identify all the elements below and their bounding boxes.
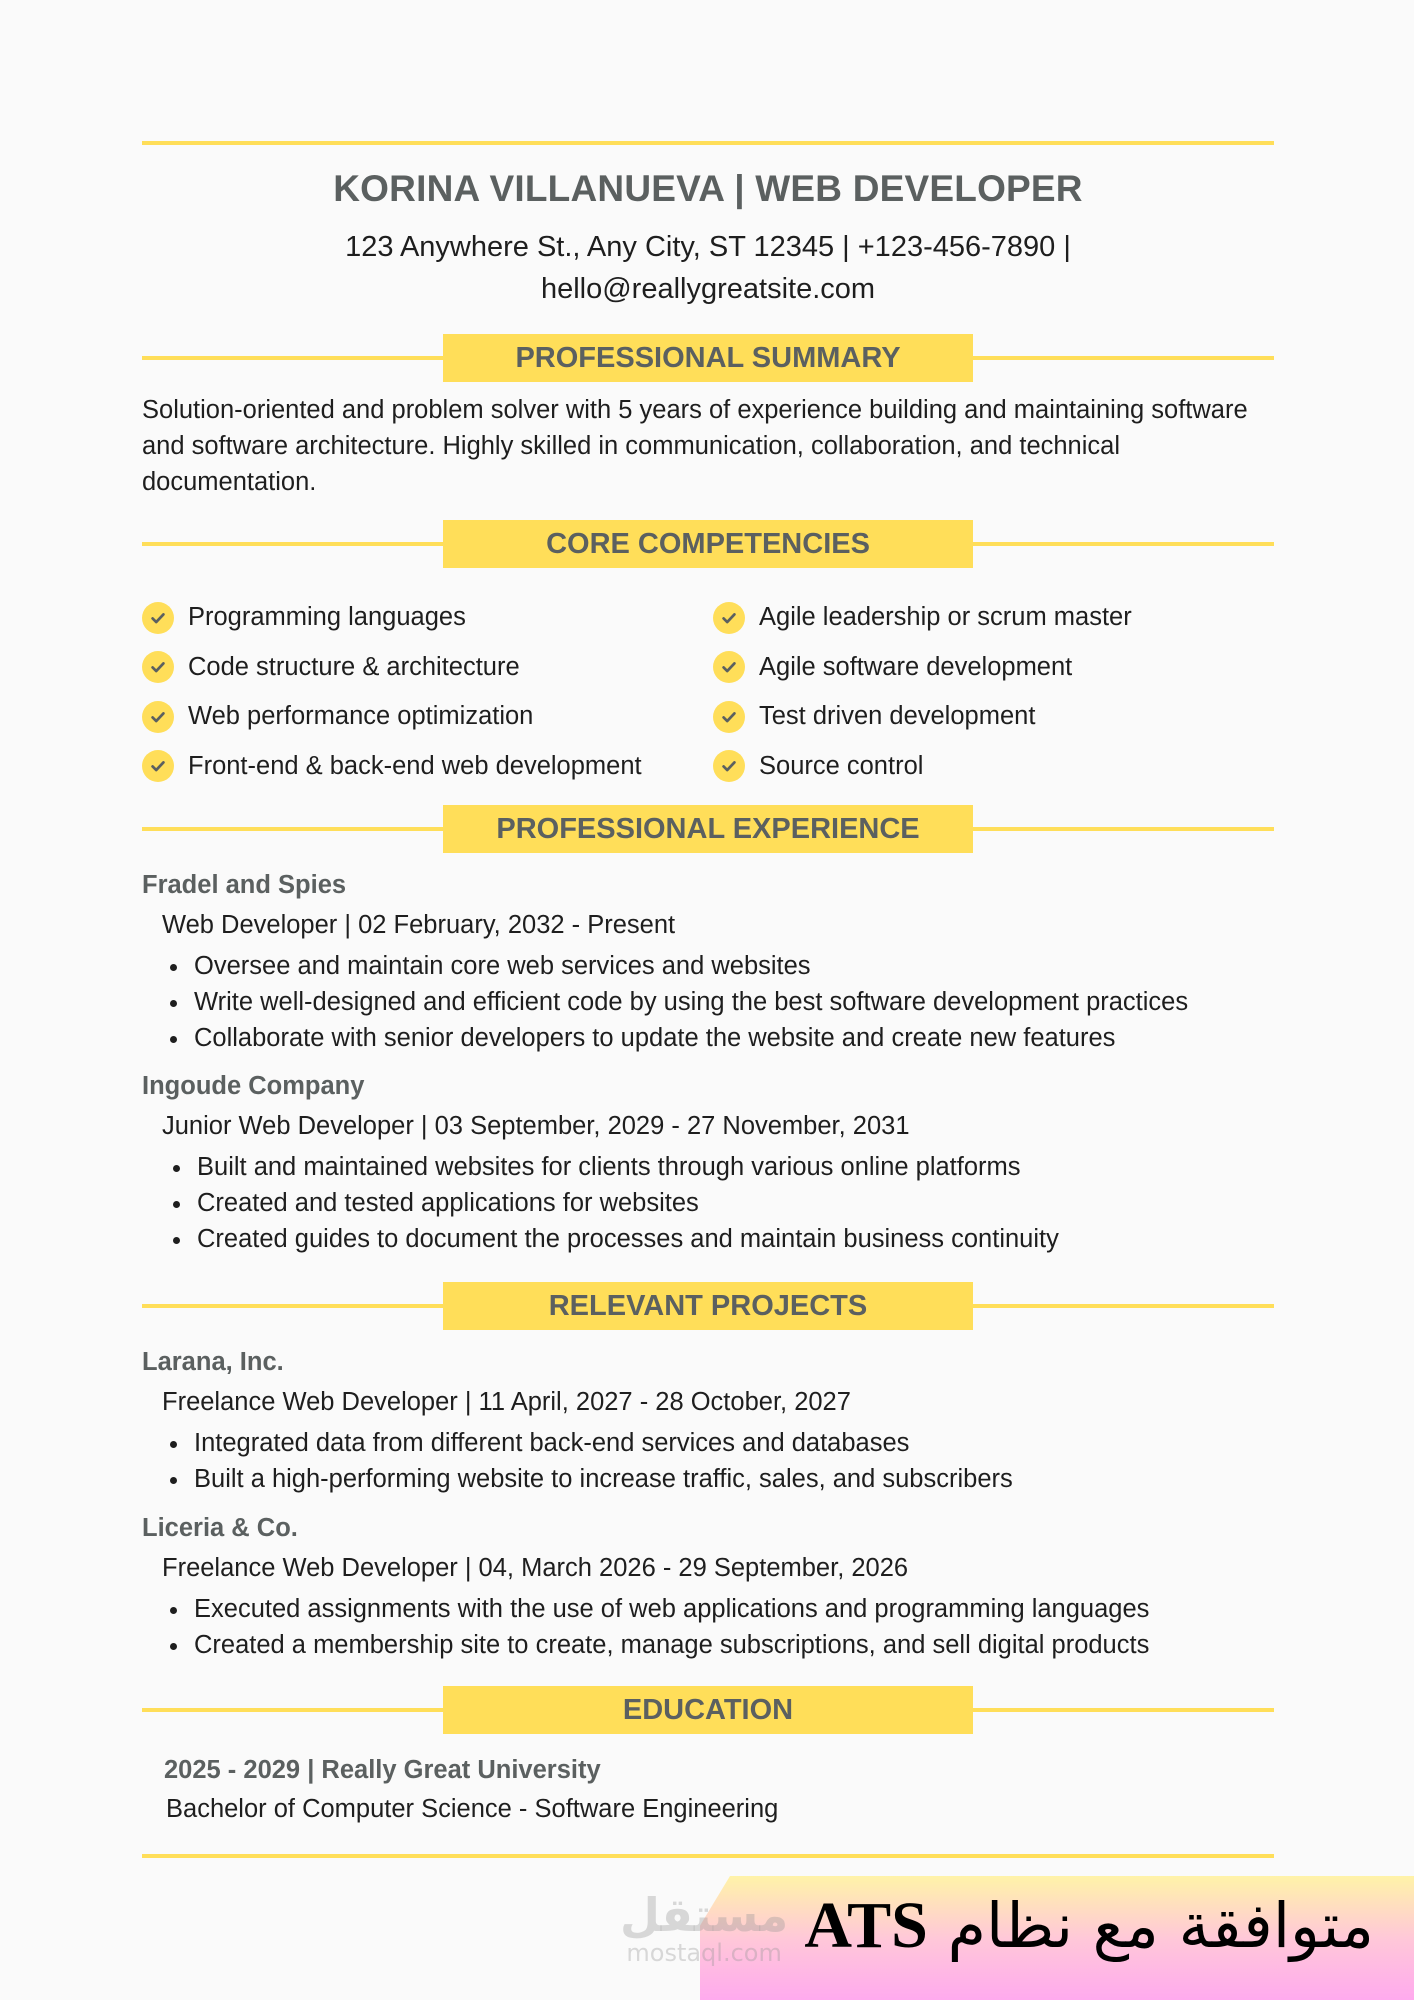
check-icon (142, 701, 174, 733)
competency-item (713, 742, 1132, 792)
bullet-item: Oversee and maintain core web services and websites (164, 948, 1188, 984)
check-icon (142, 651, 174, 683)
competencies-right-column (713, 593, 1132, 791)
experience-bullets (164, 948, 1188, 1056)
competency-item (713, 643, 1132, 693)
bullet-item: Created guides to document the processes and maintain business continuity (167, 1221, 1059, 1257)
competency-item (713, 692, 1132, 742)
competency-label: Web performance optimization (188, 702, 534, 731)
bullet-item: Created and tested applications for websites (167, 1185, 1059, 1221)
watermark (620, 1890, 788, 1966)
section-header-experience (142, 805, 1274, 853)
competency-item (142, 643, 642, 693)
competency-item (142, 742, 642, 792)
education-institution: 2025 - 2029 | Really Great University (164, 1756, 601, 1784)
competency-label: Source control (759, 751, 924, 780)
contact-email: hello@reallygreatsite.com (540, 273, 876, 305)
section-header-projects (142, 1282, 1274, 1330)
experience-company: Fradel and Spies (142, 871, 347, 899)
section-header-competencies (142, 520, 1274, 568)
experience-company: Ingoude Company (142, 1072, 365, 1100)
check-icon (713, 701, 745, 733)
project-role: Freelance Web Developer | 11 April, 2027 - 28 October, 2027 (162, 1388, 851, 1416)
bottom-divider (142, 1854, 1274, 1858)
check-icon (142, 750, 174, 782)
bullet-item: Built and maintained websites for clients through various online platforms (167, 1149, 1059, 1185)
check-icon (713, 602, 745, 634)
education-degree: Bachelor of Computer Science - Software Engineering (166, 1795, 779, 1823)
check-icon (142, 602, 174, 634)
section-header-summary (142, 334, 1274, 382)
bullet-item: Write well-designed and efficient code by using the best software development practices (164, 984, 1188, 1020)
bullet-item: Integrated data from different back-end services and databases (164, 1425, 1013, 1461)
competency-item (142, 593, 642, 643)
competency-item (142, 692, 642, 742)
bullet-item: Collaborate with senior developers to update the website and create new features (164, 1020, 1188, 1056)
top-divider (142, 141, 1274, 145)
ats-banner-text (804, 1888, 1374, 1964)
resume-name-title: KORINA VILLANUEVA | WEB DEVELOPER (333, 168, 1083, 209)
check-icon (713, 651, 745, 683)
competencies-left-column (142, 593, 642, 791)
experience-bullets (167, 1149, 1059, 1257)
ats-banner-ats: ATS (804, 1889, 928, 1962)
experience-role: Web Developer | 02 February, 2032 - Present (162, 911, 676, 939)
contact-info (142, 226, 1274, 310)
section-title: PROFESSIONAL SUMMARY (443, 334, 973, 382)
competency-label: Programming languages (188, 603, 466, 632)
check-icon (713, 750, 745, 782)
competency-label: Agile leadership or scrum master (759, 603, 1132, 632)
watermark-latin: mostaql.com (626, 1939, 782, 1967)
project-bullets (164, 1591, 1149, 1663)
bullet-item: Created a membership site to create, manage subscriptions, and sell digital products (164, 1627, 1149, 1663)
contact-address-phone: 123 Anywhere St., Any City, ST 12345 | +123-456-7890 | (345, 231, 1071, 263)
summary-text: Solution-oriented and problem solver with 5 years of experience building and maintaining software and software architecture. Highly skilled in communication, collaboration, and technical documentation. (142, 396, 1248, 496)
section-title: PROFESSIONAL EXPERIENCE (443, 805, 973, 853)
competency-label: Front-end & back-end web development (188, 751, 642, 780)
section-title: EDUCATION (443, 1686, 973, 1734)
project-company: Larana, Inc. (142, 1348, 284, 1376)
project-role: Freelance Web Developer | 04, March 2026 - 29 September, 2026 (162, 1554, 909, 1582)
ats-banner-arabic: متوافقة مع نظام (947, 1889, 1374, 1962)
project-bullets (164, 1425, 1013, 1497)
watermark-arabic: مستقل (620, 1888, 789, 1942)
experience-role: Junior Web Developer | 03 September, 2029 - 27 November, 2031 (162, 1112, 910, 1140)
section-header-education (142, 1686, 1274, 1734)
competency-label: Code structure & architecture (188, 652, 520, 681)
bullet-item: Built a high-performing website to increase traffic, sales, and subscribers (164, 1461, 1013, 1497)
competency-label: Agile software development (759, 652, 1073, 681)
competency-item (713, 593, 1132, 643)
project-company: Liceria & Co. (142, 1514, 298, 1542)
bullet-item: Executed assignments with the use of web applications and programming languages (164, 1591, 1149, 1627)
section-title: RELEVANT PROJECTS (443, 1282, 973, 1330)
competency-label: Test driven development (759, 702, 1036, 731)
section-title: CORE COMPETENCIES (443, 520, 973, 568)
